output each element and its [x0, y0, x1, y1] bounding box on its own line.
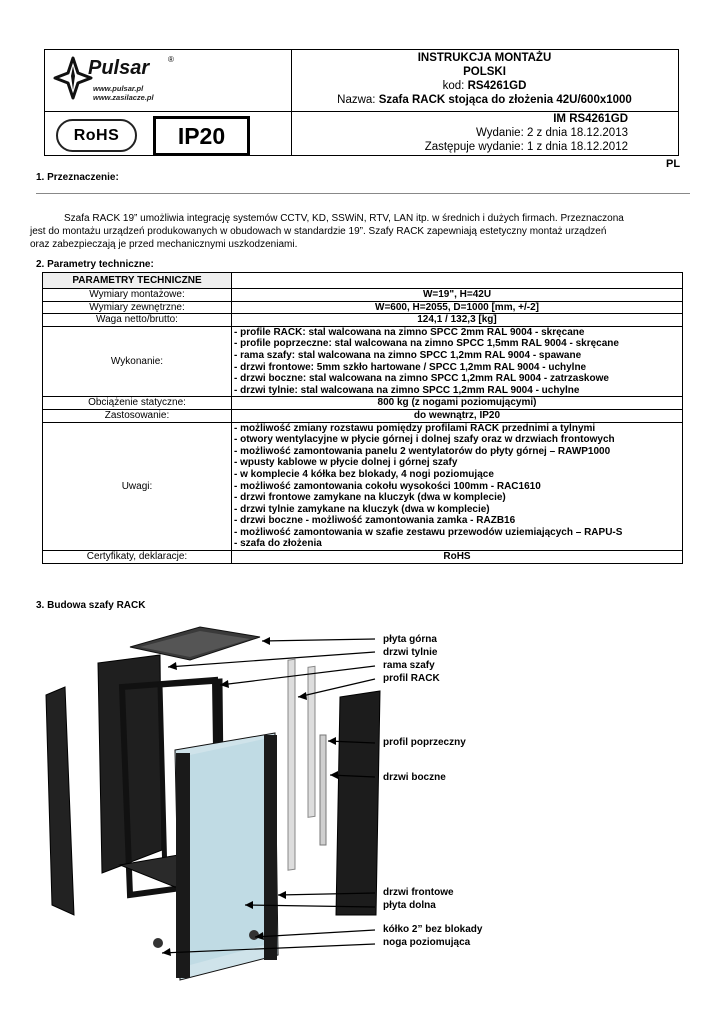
- list-item: - drzwi boczne: stal walcowana na zimno SPCC 1,2mm RAL 9004 - zatrzaskowe: [234, 373, 609, 385]
- label-profil-poprzeczny: profil poprzeczny: [383, 737, 466, 748]
- row-value: 800 kg (z nogami poziomującymi): [232, 397, 683, 410]
- row-label: Obciążenie statyczne:: [43, 397, 232, 410]
- row-label: Uwagi:: [43, 422, 232, 551]
- row-value: W=19", H=42U: [232, 289, 683, 302]
- doc-replaces: Zastępuje wydanie: 1 z dnia 18.12.2012: [424, 141, 628, 153]
- section2-title: 2. Parametry techniczne:: [36, 259, 154, 270]
- section1-line: Szafa RACK 19” umożliwia integrację systemów CCTV, KD, SSWiN, RTV, LAN itp. w średnich i dużych firmach. Przeznaczona: [64, 213, 624, 224]
- label-drzwi-frontowe: drzwi frontowe: [383, 887, 454, 898]
- doc-title: INSTRUKCJA MONTAŻU: [417, 52, 552, 64]
- list-item: - możliwość zamontowania cokołu wysokości 100mm - RAC1610: [234, 480, 541, 492]
- row-label: Wymiary zewnętrzne:: [43, 301, 232, 314]
- section1-paragraph: [30, 212, 682, 251]
- section1-rule: [36, 193, 690, 194]
- table-header-blank: [232, 273, 683, 289]
- list-item: - możliwość zmiany rozstawu pomiędzy profilami RACK przednimi a tylnymi: [234, 422, 596, 434]
- list-item: - rama szafy: stal walcowana na zimno SPCC 1,2mm RAL 9004 - spawane: [234, 349, 582, 361]
- row-label: Waga netto/brutto:: [43, 314, 232, 327]
- registered-icon: ®: [168, 55, 174, 64]
- language-code: PL: [666, 158, 681, 170]
- list-item: - otwory wentylacyjne w płycie górnej i dolnej szafy oraz w drzwiach frontowych: [234, 434, 615, 446]
- row-value-list: [232, 326, 683, 397]
- row-label: Zastosowanie:: [43, 409, 232, 422]
- rack-profile-shape-2: [308, 666, 315, 817]
- label-noga: noga poziomująca: [383, 937, 471, 948]
- list-item: - drzwi frontowe zamykane na kluczyk (dwa w komplecie): [234, 492, 506, 504]
- label-drzwi-boczne: drzwi boczne: [383, 772, 446, 783]
- table-row: [43, 397, 683, 410]
- section1-title: 1. Przeznaczenie:: [36, 172, 119, 183]
- logo-wordmark: Pulsar: [88, 57, 150, 79]
- rack-exploded-diagram: [40, 615, 385, 985]
- tech-params-table: [42, 272, 683, 564]
- label-kolko: kółko 2” bez blokady: [383, 924, 483, 935]
- list-item: - drzwi tylnie: stal walcowana na zimno SPCC 1,2mm RAL 9004 - uchylne: [234, 384, 580, 396]
- section1-line: jest do montażu urządzeń produkowanych w obudowach w standardzie 19”. Szafy RACK zapewniają estetyczny montaż urządzeń: [30, 226, 607, 237]
- section1-line: oraz zabezpieczają je przed mechanicznymi uszkodzeniami.: [30, 239, 298, 250]
- rohs-badge: RoHS: [56, 119, 137, 152]
- row-value: 124,1 / 132,3 [kg]: [232, 314, 683, 327]
- label-drzwi-tylnie: drzwi tylnie: [383, 647, 438, 658]
- doc-edition: Wydanie: 2 z dnia 18.12.2013: [475, 127, 628, 139]
- caster-icon-2: [249, 930, 259, 940]
- list-item: - drzwi boczne - możliwość zamontowania zamka - RAZB16: [234, 515, 516, 527]
- list-item: - drzwi frontowe: 5mm szkło hartowane / SPCC 1,2mm RAL 9004 - uchylne: [234, 361, 587, 373]
- doc-id: IM RS4261GD: [553, 113, 628, 125]
- table-header-row: [43, 273, 683, 289]
- list-item: - profile RACK: stal walcowana na zimno SPCC 2mm RAL 9004 - skręcane: [234, 326, 585, 338]
- doc-language: POLSKI: [463, 66, 506, 78]
- list-item: - możliwość zamontowania panelu 2 wentylatorów do płyty górnej – RAWP1000: [234, 445, 611, 457]
- label-profil-rack: profil RACK: [383, 673, 440, 684]
- logo-url-pulsar: www.pulsar.pl: [93, 84, 144, 93]
- label-plyta-dolna: płyta dolna: [383, 900, 436, 911]
- table-row-wykonanie: [43, 326, 683, 397]
- header-edition-block: [291, 111, 678, 157]
- section3-title: 3. Budowa szafy RACK: [36, 600, 146, 611]
- side-door-left-shape: [46, 687, 74, 915]
- product-name: Nazwa: Szafa RACK stojąca do złożenia 42U/600x1000: [337, 94, 632, 106]
- caster-icon: [153, 938, 163, 948]
- label-rama-szafy: rama szafy: [383, 660, 435, 671]
- row-value: W=600, H=2055, D=1000 [mm, +/-2]: [232, 301, 683, 314]
- table-row-uwagi: [43, 422, 683, 551]
- header-title-block: [291, 50, 678, 112]
- row-value: RoHS: [232, 551, 683, 564]
- rack-profile-shape: [288, 659, 295, 870]
- table-row: [43, 551, 683, 564]
- product-code: kod: RS4261GD: [442, 80, 527, 92]
- list-item: - drzwi tylnie zamykane na kluczyk (dwa w komplecie): [234, 503, 490, 515]
- row-label: Wykonanie:: [43, 326, 232, 397]
- row-label: Certyfikaty, deklaracje:: [43, 551, 232, 564]
- row-value: do wewnątrz, IP20: [232, 409, 683, 422]
- list-item: - szafa do złożenia: [234, 538, 322, 550]
- front-door-frame-right: [264, 735, 277, 960]
- front-door-frame-left: [176, 753, 190, 978]
- list-item: - wpusty kablowe w płycie dolnej i górnej szafy: [234, 457, 458, 469]
- table-header: PARAMETRY TECHNICZNE: [43, 273, 232, 289]
- cross-profile-shape: [320, 735, 326, 845]
- logo-url-zasilacze: www.zasilacze.pl: [93, 93, 154, 102]
- table-row: [43, 314, 683, 327]
- table-row: [43, 289, 683, 302]
- row-value-list: [232, 422, 683, 551]
- row-label: Wymiary montażowe:: [43, 289, 232, 302]
- table-row: [43, 409, 683, 422]
- table-row: [43, 301, 683, 314]
- list-item: - profile poprzeczne: stal walcowana na zimno SPCC 1,5mm RAL 9004 - skręcane: [234, 338, 619, 350]
- ip20-badge: IP20: [153, 116, 250, 156]
- pulsar-logo-icon: [53, 56, 93, 100]
- list-item: - możliwość zamontowania w szafie zestawu przewodów uziemiających – RAPU-S: [234, 526, 623, 538]
- side-door-right-shape: [336, 691, 380, 915]
- list-item: - w komplecie 4 kółka bez blokady, 4 nogi poziomujące: [234, 468, 494, 480]
- label-plyta-gorna: płyta górna: [383, 634, 437, 645]
